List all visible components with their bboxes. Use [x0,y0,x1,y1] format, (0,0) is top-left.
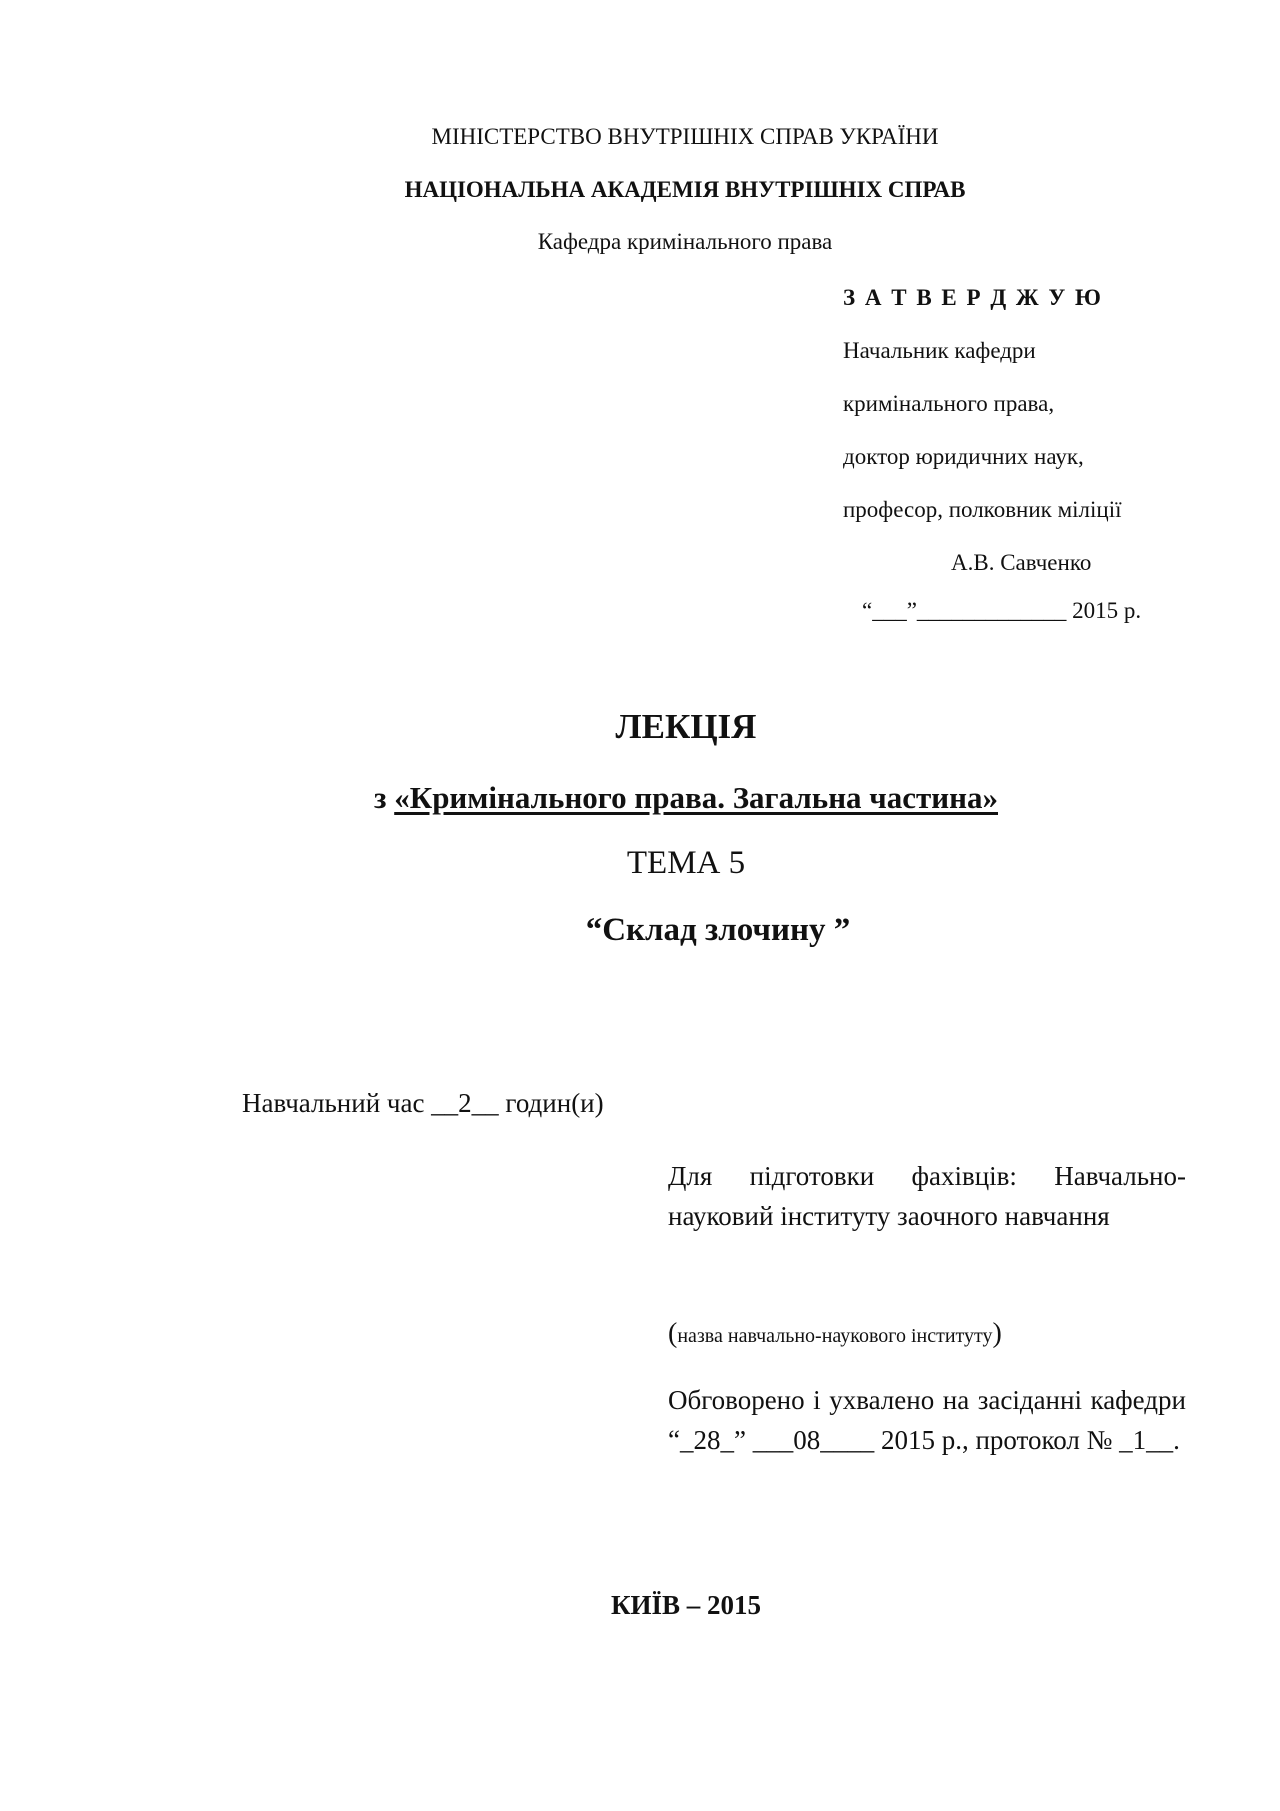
caption-close-paren: ) [992,1318,1002,1349]
institute-caption [668,1318,1002,1350]
lecture-title: ЛЕКЦІЯ [615,707,757,746]
caption-text: назва навчально-наукового інституту [677,1325,993,1347]
subject-name: «Кримінального права. Загальна частина» [394,780,999,815]
study-hours: Навчальний час __2__ годин(и) [242,1088,604,1118]
approval-position-line: кримінального права, [843,391,1055,416]
lecture-theme: ТЕМА 5 [626,845,746,881]
ministry-heading: МІНІСТЕРСТВО ВНУТРІШНІХ СПРАВ УКРАЇНИ [431,124,939,149]
lecture-subject [374,780,998,816]
city-year: КИЇВ – 2015 [610,1590,762,1620]
discussion-paragraph: Обговорено і ухвалено на засіданні кафедри “_28_” ___08____ 2015 р., протокол № _1__. [668,1385,1186,1455]
approval-position-line: професор, полковник міліції [843,497,1122,522]
academy-heading: НАЦІОНАЛЬНА АКАДЕМІЯ ВНУТРІШНІХ СПРАВ [404,177,966,202]
lecture-topic: “Склад злочину ” [585,912,851,948]
approval-title: З А Т В Е Р Д Ж У Ю [843,285,1103,310]
approval-block [843,283,1122,601]
approval-signatory-name: А.В. Савченко [951,550,1092,575]
department-heading: Кафедра кримінального права [537,229,833,254]
approval-position-line: Начальник кафедри [843,338,1036,363]
caption-open-paren: ( [668,1318,678,1349]
approval-position-line: доктор юридичних наук, [843,444,1084,469]
subject-prefix: з [373,780,395,815]
specialists-paragraph: Для підготовки фахівців: Навчально-науковий інституту заочного навчання [668,1161,1186,1231]
approval-date: “___”_____________ 2015 р. [862,598,1142,623]
